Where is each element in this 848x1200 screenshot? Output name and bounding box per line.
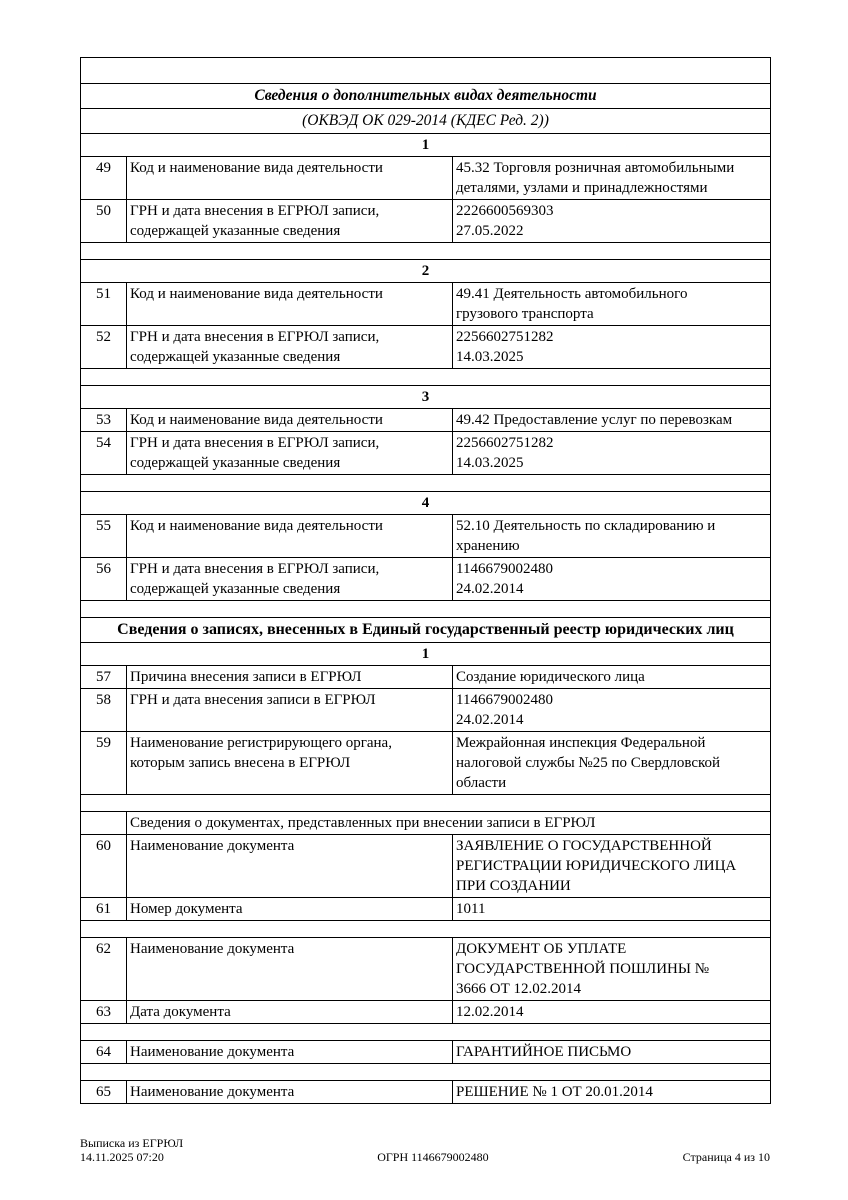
spacer-row [81, 921, 771, 938]
spacer-cell [81, 601, 771, 618]
table-row [81, 732, 771, 795]
table-row [81, 157, 771, 200]
table-row [81, 409, 771, 432]
table-row [81, 200, 771, 243]
row-label-cell: Код и наименование вида деятельности [127, 515, 453, 558]
footer-doc-title: Выписка из ЕГРЮЛ [80, 1136, 184, 1150]
table-row [81, 515, 771, 558]
table-row [81, 898, 771, 921]
table-row [81, 283, 771, 326]
table-row [81, 432, 771, 475]
row-value-cell: 2256602751282 14.03.2025 [453, 432, 771, 475]
block-number-row [81, 260, 771, 283]
spacer-row [81, 1024, 771, 1041]
spacer-cell [81, 921, 771, 938]
row-label-cell: ГРН и дата внесения записи в ЕГРЮЛ [127, 689, 453, 732]
row-label-cell: Дата документа [127, 1001, 453, 1024]
block-number-row [81, 386, 771, 409]
row-value-cell: ДОКУМЕНТ ОБ УПЛАТЕ ГОСУДАРСТВЕННОЙ ПОШЛИНЫ № 3666 ОТ 12.02.2014 [453, 938, 771, 1001]
block-number: 1 [81, 643, 771, 666]
row-value-cell: Межрайонная инспекция Федеральной налоговой службы №25 по Свердловской области [453, 732, 771, 795]
row-number-cell: 62 [81, 938, 127, 1001]
empty-number-cell [81, 812, 127, 835]
section-title-row [81, 84, 771, 109]
row-number-cell: 50 [81, 200, 127, 243]
spacer-row [81, 475, 771, 492]
table-row [81, 938, 771, 1001]
row-number-cell: 58 [81, 689, 127, 732]
table-row [81, 666, 771, 689]
row-label-cell: Наименование документа [127, 835, 453, 898]
block-number: 1 [81, 134, 771, 157]
block-number-row [81, 134, 771, 157]
row-value-cell: 1011 [453, 898, 771, 921]
row-label-cell: Наименование регистрирующего органа, которым запись внесена в ЕГРЮЛ [127, 732, 453, 795]
section-title: Сведения о записях, внесенных в Единый государственный реестр юридических лиц [81, 618, 771, 643]
section-title: (ОКВЭД ОК 029-2014 (КДЕС Ред. 2)) [81, 109, 771, 134]
row-number-cell: 52 [81, 326, 127, 369]
row-label-cell: Наименование документа [127, 938, 453, 1001]
table-row [81, 835, 771, 898]
spacer-cell [81, 795, 771, 812]
footer-datetime: 14.11.2025 07:20 [80, 1150, 164, 1164]
footer-page-number: Страница 4 из 10 [682, 1150, 770, 1164]
spacer-cell [81, 369, 771, 386]
row-number-cell: 53 [81, 409, 127, 432]
section-title: Сведения о дополнительных видах деятельности [81, 84, 771, 109]
egrul-extract-table [80, 57, 771, 1104]
block-number: 4 [81, 492, 771, 515]
row-value-cell: ЗАЯВЛЕНИЕ О ГОСУДАРСТВЕННОЙ РЕГИСТРАЦИИ ЮРИДИЧЕСКОГО ЛИЦА ПРИ СОЗДАНИИ [453, 835, 771, 898]
row-number-cell: 60 [81, 835, 127, 898]
spacer-row [81, 795, 771, 812]
row-label-cell: ГРН и дата внесения в ЕГРЮЛ записи, содержащей указанные сведения [127, 432, 453, 475]
row-value-cell: 12.02.2014 [453, 1001, 771, 1024]
spacer-cell [81, 475, 771, 492]
spacer-row [81, 243, 771, 260]
row-label-cell: Код и наименование вида деятельности [127, 283, 453, 326]
row-label-cell: Код и наименование вида деятельности [127, 157, 453, 200]
row-value-cell: Создание юридического лица [453, 666, 771, 689]
footer-ogrn: ОГРН 1146679002480 [377, 1150, 489, 1164]
row-value-cell: 52.10 Деятельность по складированию и хранению [453, 515, 771, 558]
row-value-cell: 2226600569303 27.05.2022 [453, 200, 771, 243]
spacer-row [81, 1064, 771, 1081]
table-row [81, 689, 771, 732]
page-footer [80, 1136, 770, 1164]
row-number-cell: 49 [81, 157, 127, 200]
row-label-cell: Код и наименование вида деятельности [127, 409, 453, 432]
row-value-cell: 49.42 Предоставление услуг по перевозкам [453, 409, 771, 432]
block-number-row [81, 643, 771, 666]
row-number-cell: 57 [81, 666, 127, 689]
row-number-cell: 54 [81, 432, 127, 475]
row-label-cell: ГРН и дата внесения в ЕГРЮЛ записи, содержащей указанные сведения [127, 558, 453, 601]
row-value-cell: 2256602751282 14.03.2025 [453, 326, 771, 369]
row-number-cell: 63 [81, 1001, 127, 1024]
table-row [81, 326, 771, 369]
row-label-cell: ГРН и дата внесения в ЕГРЮЛ записи, содержащей указанные сведения [127, 200, 453, 243]
row-value-cell: 1146679002480 24.02.2014 [453, 558, 771, 601]
spacer-row [81, 369, 771, 386]
row-number-cell: 59 [81, 732, 127, 795]
row-label-cell: Наименование документа [127, 1041, 453, 1064]
table-row [81, 1081, 771, 1104]
row-value-cell: РЕШЕНИЕ № 1 ОТ 20.01.2014 [453, 1081, 771, 1104]
row-number-cell: 55 [81, 515, 127, 558]
row-number-cell: 51 [81, 283, 127, 326]
spacer-row [81, 601, 771, 618]
block-number-row [81, 492, 771, 515]
section-title-row [81, 109, 771, 134]
section-title-row [81, 618, 771, 643]
subsection-header: Сведения о документах, представленных при внесении записи в ЕГРЮЛ [127, 812, 771, 835]
row-value-cell: 49.41 Деятельность автомобильного грузового транспорта [453, 283, 771, 326]
spacer-cell [81, 243, 771, 260]
table-row [81, 558, 771, 601]
spacer-cell [81, 58, 771, 84]
row-number-cell: 65 [81, 1081, 127, 1104]
spacer-row [81, 58, 771, 84]
spacer-cell [81, 1024, 771, 1041]
row-label-cell: Номер документа [127, 898, 453, 921]
row-number-cell: 64 [81, 1041, 127, 1064]
row-value-cell: ГАРАНТИЙНОЕ ПИСЬМО [453, 1041, 771, 1064]
row-number-cell: 61 [81, 898, 127, 921]
table-row [81, 1001, 771, 1024]
table-row [81, 1041, 771, 1064]
row-number-cell: 56 [81, 558, 127, 601]
row-label-cell: Наименование документа [127, 1081, 453, 1104]
footer-left [80, 1136, 183, 1164]
row-label-cell: Причина внесения записи в ЕГРЮЛ [127, 666, 453, 689]
row-label-cell: ГРН и дата внесения в ЕГРЮЛ записи, содержащей указанные сведения [127, 326, 453, 369]
block-number: 2 [81, 260, 771, 283]
row-value-cell: 45.32 Торговля розничная автомобильными деталями, узлами и принадлежностями [453, 157, 771, 200]
subsection-header-row [81, 812, 771, 835]
row-value-cell: 1146679002480 24.02.2014 [453, 689, 771, 732]
block-number: 3 [81, 386, 771, 409]
spacer-cell [81, 1064, 771, 1081]
